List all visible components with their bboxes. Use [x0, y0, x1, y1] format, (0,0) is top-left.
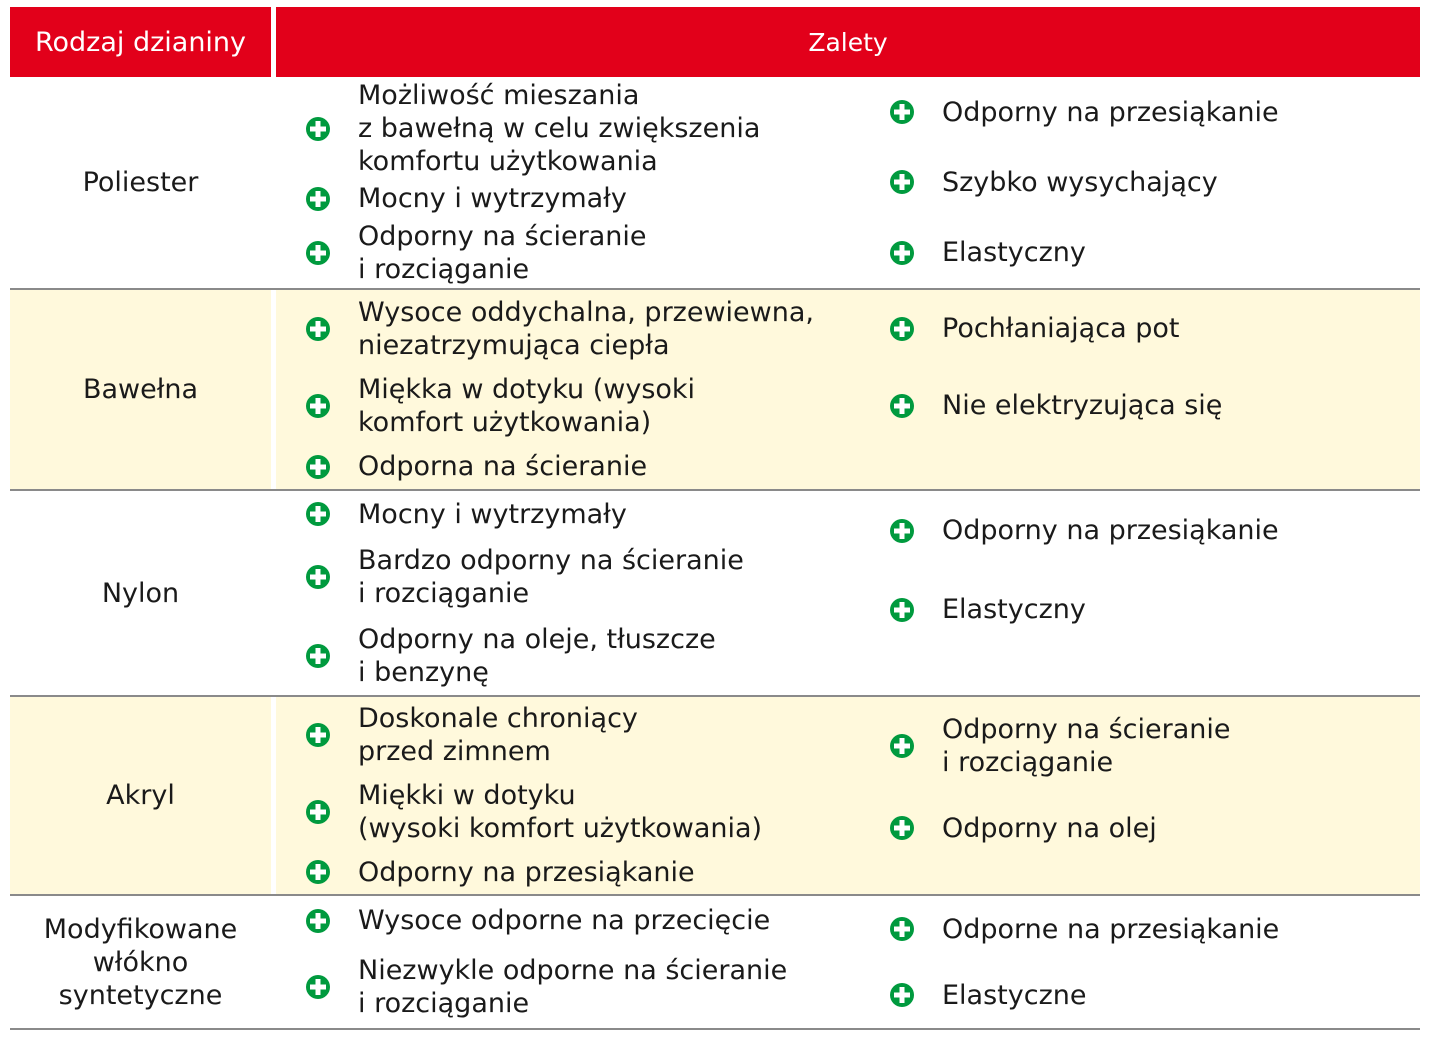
advantage-text: Odporny na przesiąkanie [942, 96, 1279, 128]
advantage-item [276, 544, 860, 610]
advantages-cell [276, 290, 1420, 489]
plus-circle-icon [306, 975, 330, 999]
plus-circle-icon [306, 317, 330, 341]
advantage-item [276, 702, 860, 768]
advantage-item [276, 623, 860, 689]
plus-circle-icon [890, 241, 914, 265]
advantage-text: Wysoce odporne na przecięcie [358, 905, 771, 937]
advantage-item [276, 904, 860, 937]
advantage-text: Pochłaniająca pot [942, 313, 1180, 345]
plus-circle-icon [890, 816, 914, 840]
advantage-item [276, 856, 860, 889]
advantage-text: Doskonale chroniący przed zimnem [358, 703, 638, 768]
fabric-name: Modyfikowane włókno syntetyczne [43, 913, 238, 1011]
fabric-name: Nylon [101, 577, 180, 609]
advantages-list-right [860, 697, 1420, 894]
advantage-item [276, 373, 860, 439]
plus-circle-icon [306, 565, 330, 589]
table-row [10, 77, 1420, 290]
advantage-text: Odporny na przesiąkanie [358, 856, 695, 888]
plus-circle-icon [306, 909, 330, 933]
plus-circle-icon [306, 455, 330, 479]
plus-circle-icon [890, 519, 914, 543]
plus-circle-icon [306, 860, 330, 884]
advantage-text: Bardzo odporny na ścieranie i rozciąganie [358, 544, 744, 609]
advantages-list-left [276, 77, 860, 288]
table-body [10, 77, 1420, 1030]
advantages-list-left [276, 290, 860, 489]
advantage-item [860, 812, 1420, 845]
fabric-advantages-table [10, 7, 1420, 1030]
header-fabric-type: Rodzaj dzianiny [10, 7, 271, 77]
advantages-list-left [276, 697, 860, 894]
plus-circle-icon [890, 917, 914, 941]
advantage-text: Nie elektryzująca się [942, 390, 1223, 422]
plus-circle-icon [306, 394, 330, 418]
advantage-text: Szybko wysychający [942, 166, 1218, 198]
advantage-item [860, 514, 1420, 547]
header-advantages: Zalety [276, 7, 1420, 77]
table-row [10, 290, 1420, 491]
advantage-text: Odporne na przesiąkanie [942, 913, 1280, 945]
table-row [10, 896, 1420, 1030]
advantage-text: Odporny na olej [942, 812, 1157, 844]
advantage-text: Mocny i wytrzymały [358, 183, 627, 215]
advantage-item [860, 389, 1420, 422]
advantage-text: Miękki w dotyku (wysoki komfort użytkowania) [358, 779, 763, 844]
advantage-item [860, 593, 1420, 626]
advantage-item [860, 913, 1420, 946]
advantage-item [860, 236, 1420, 269]
advantage-item [276, 296, 860, 362]
advantage-item [276, 779, 860, 845]
advantages-cell [276, 697, 1420, 894]
advantages-list-left [276, 896, 860, 1028]
plus-circle-icon [306, 241, 330, 265]
fabric-name: Bawełna [10, 290, 271, 489]
advantage-item [860, 713, 1420, 779]
advantages-cell [276, 77, 1420, 288]
plus-circle-icon [306, 644, 330, 668]
advantages-list-right [860, 77, 1420, 288]
plus-circle-icon [890, 100, 914, 124]
advantage-item [276, 79, 860, 178]
plus-circle-icon [306, 187, 330, 211]
advantage-text: Odporny na przesiąkanie [942, 515, 1279, 546]
advantage-item [276, 182, 860, 215]
advantages-list-right [860, 290, 1420, 489]
advantage-text: Odporny na ścieranie i rozciąganie [358, 220, 647, 285]
advantages-cell [276, 491, 1420, 695]
table-row [10, 697, 1420, 896]
advantage-item [276, 498, 860, 531]
advantage-text: Możliwość mieszania z bawełną w celu zwiększenia komfortu użytkowania [358, 80, 761, 178]
advantage-text: Odporna na ścieranie [358, 451, 648, 483]
plus-circle-icon [306, 723, 330, 747]
advantage-text: Miękka w dotyku (wysoki komfort użytkowania) [358, 373, 696, 438]
plus-circle-icon [890, 170, 914, 194]
plus-circle-icon [306, 800, 330, 824]
advantages-list-left [276, 491, 860, 695]
advantages-list-right [860, 491, 1420, 695]
plus-circle-icon [890, 598, 914, 622]
advantage-item [860, 979, 1420, 1012]
plus-circle-icon [890, 983, 914, 1007]
plus-circle-icon [306, 117, 330, 141]
plus-circle-icon [890, 394, 914, 418]
table-header [10, 7, 1420, 77]
advantage-item [860, 312, 1420, 345]
advantage-text: Odporny na ścieranie i rozciąganie [942, 714, 1231, 779]
plus-circle-icon [306, 502, 330, 526]
advantage-item [860, 166, 1420, 199]
advantage-item [276, 220, 860, 286]
advantage-text: Elastyczne [942, 979, 1087, 1011]
plus-circle-icon [890, 734, 914, 758]
advantages-cell [276, 896, 1420, 1028]
advantage-item [860, 96, 1420, 129]
plus-circle-icon [890, 317, 914, 341]
advantage-text: Wysoce oddychalna, przewiewna, niezatrzymująca ciepła [358, 296, 814, 361]
fabric-name: Akryl [10, 697, 271, 894]
fabric-name: Poliester [82, 167, 199, 198]
advantage-text: Odporny na oleje, tłuszcze i benzynę [358, 623, 716, 688]
advantage-text: Niezwykle odporne na ścieranie i rozciąganie [358, 954, 788, 1019]
advantage-item [276, 954, 860, 1020]
advantage-text: Mocny i wytrzymały [358, 498, 627, 530]
advantage-text: Elastyczny [942, 594, 1086, 625]
advantages-list-right [860, 896, 1420, 1028]
advantage-text: Elastyczny [942, 237, 1086, 269]
table-row [10, 491, 1420, 697]
advantage-item [276, 450, 860, 483]
